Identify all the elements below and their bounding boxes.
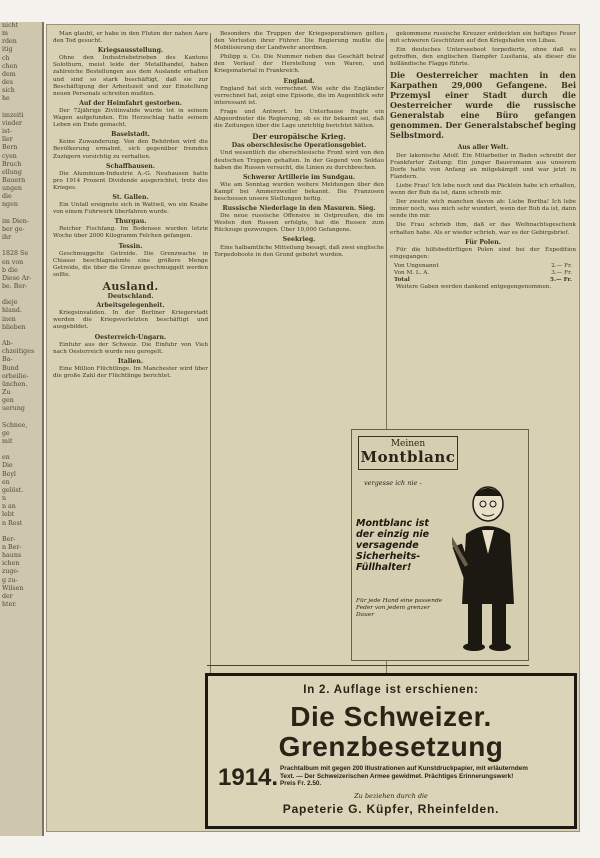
column-right <box>390 31 576 453</box>
spine-line: rden <box>2 38 17 46</box>
donation-row <box>390 263 576 270</box>
ad-year: 1914. <box>218 764 279 791</box>
spine-line: ellung <box>2 168 22 176</box>
spine-line <box>2 528 42 536</box>
ad-title-line1: Die Schweizer. <box>290 701 492 732</box>
article-text: Geschmuggelte Getreide. Die Grenzwache in Chiasso beschlagnahmte eine größere Menge Getreide, die über die Grenze geschmuggelt werden sollte. <box>53 250 208 278</box>
donation-row <box>390 270 576 277</box>
spine-line: Die <box>2 462 13 470</box>
section-heading: Das oberschlesische Operationsgebiet. <box>231 142 367 150</box>
spine-line: chzeitiges <box>2 348 35 356</box>
montblanc-header <box>358 436 458 470</box>
article-text: Der zweite wich manchen davon ab: Liebe Bertha! Ich lebe immer noch, was mich sehr wundert, wenn der Bub da ist, dann sende ihn mir. <box>390 199 576 220</box>
spine-line: inen <box>2 315 16 323</box>
spine-line <box>2 291 42 299</box>
ad-publisher: Papeterie G. Küpfer, Rheinfelden. <box>282 802 500 816</box>
previous-page-edge <box>0 22 44 836</box>
article-text: Liebe Frau! Ich lebe noch und das Päcklein habe ich erhalten, wenn der Bub da ist, dann schreib mir. <box>390 182 576 197</box>
divider <box>207 665 529 666</box>
spine-line: itig <box>2 46 13 54</box>
spine-line: Schnee, <box>2 421 28 429</box>
ad-meinen: Meinen <box>390 439 426 449</box>
section-heading: England. <box>283 77 315 85</box>
section-heading: Kriegsausstellung. <box>97 47 164 55</box>
lead-news: Die Oesterreicher machten in den Karpathen 29,000 Gefangene. Bei Przemysl einer Stadt durch die Oesterreicher wurde die russische Generalstab eine Büro gefangen genommen. Der Generalstabschef beging Selbstmord. <box>390 70 576 141</box>
spine-text <box>2 22 42 609</box>
section-heading: Auf der Heimfahrt gestorben. <box>79 99 182 107</box>
spine-line: uerung <box>2 405 25 413</box>
article-text: England hat sich verrechnet. Wie sehr die Engländer verrechnet hat, zeigt eine Episode, die im Augenblick sehr interessant ist. <box>214 85 384 106</box>
article-text: Die Aluminium-Industrie A.-G. Neuhausen hatte pro 1914 Prozent Dividende ausgerichtet, trotz des Krieges. <box>53 170 208 191</box>
spine-line: ber ge- <box>2 225 25 233</box>
article-text: Philipp u. Co. Die Nummer neben das Geschäft betraf den Verlauf der Herstellung von Waren, und Kriegsmaterial in Frankreich. <box>214 54 384 75</box>
spine-line: en <box>2 478 10 486</box>
section-heading: Russische Niederlage in den Masuren. Sieg. <box>222 205 376 213</box>
spine-line: gelöst. <box>2 486 24 494</box>
newspaper-page <box>46 24 580 832</box>
spine-line: ngen <box>2 201 18 209</box>
spine-line <box>2 332 42 340</box>
spine-line: he <box>2 95 10 103</box>
ad-title-line2: Grenzbesetzung <box>278 731 504 762</box>
section-heading: Schwerer Artillerie im Sundgau. <box>242 173 356 181</box>
total-amount: 5.— Fr. <box>550 277 572 284</box>
donor: Von Ungenannt <box>394 262 439 269</box>
article-text: Reicher Fischfang. Im Bodensee wurden letzte Woche über 2000 Kilogramm Felchen gefangen. <box>53 226 208 240</box>
donation-total <box>390 277 576 284</box>
spine-line: 1828 Se <box>2 250 29 258</box>
section-heading: St. Gallen. <box>112 193 149 201</box>
spine-line: der <box>2 592 13 600</box>
section-heading: Italien. <box>117 357 144 365</box>
ad-description: Prachtalbum mit gegen 200 Illustrationen auf Kunstdruckpapier, mit erläuterndem Text. — Der Schweizerischen Armee gewidmet. Prächtiges Erinnerungswerk! Preis Fr. 2.50. <box>280 765 528 788</box>
spine-line: ünchen. <box>2 380 28 388</box>
ad-brand: Montblanc <box>360 448 456 466</box>
spine-line: vieder <box>2 119 23 127</box>
spine-line: hland. <box>2 307 22 315</box>
article-text: Weitere Gaben werden dankend entgegengenommen. <box>396 284 552 291</box>
gentleman-illustration <box>452 474 524 654</box>
section-heading: Für Polen. <box>465 238 501 246</box>
section-heading: Arbeitsgelegenheit. <box>96 302 165 310</box>
article-text: gekommene russische Kreuzer entdeckten ein heftiges Feuer mit schweren Geschützen auf den Kriegshafen von Libau. <box>390 31 576 45</box>
spine-line: Ba- <box>2 356 13 364</box>
ad-slogan: Montblanc ist der einzig nie versagende Sicherheits-Füllhalter! <box>356 518 430 573</box>
spine-line: hter. <box>2 601 17 609</box>
spine-line: en von <box>2 258 24 266</box>
spine-line: dieje <box>2 299 18 307</box>
spine-line: hauns <box>2 552 22 560</box>
spine-line: Ber- <box>2 535 16 543</box>
spine-line: Bern <box>2 144 18 152</box>
spine-line: orbeilie- <box>2 372 29 380</box>
spine-line: en <box>2 454 10 462</box>
section-heading: Seekrieg. <box>282 236 316 244</box>
article-text: Ein deutsches Unterseeboot torpedierte, ohne daß es getroffen, den englischen Dampfer Lusitania, als dieser die holländische Flagge führte. <box>390 47 576 68</box>
article-text: Der 72jährige Zivilinvalide wurde tot in seinem Wagen aufgefunden. Ein Herzschlag hatte seinem Leben ein Ende gemacht. <box>53 107 208 129</box>
article-text: Man glaubt, er habe in den Fluten der nahen Aare den Tod gesucht. <box>53 31 208 45</box>
spine-line: n <box>2 495 7 503</box>
spine-line <box>2 210 42 218</box>
spine-line: ge <box>2 429 10 437</box>
total-label: Total <box>394 277 410 284</box>
section-heading: Aus aller Welt. <box>457 144 509 152</box>
article-text: Keine Zuwanderung. Von den Behörden wird die Bevölkerung ermahnt, sich gegenüber fremden Zuzügern vorsichtig zu verhalten. <box>53 139 208 160</box>
article-text: Einfuhr aus der Schweiz. Die Einfuhr von Vieh nach Oesterreich wurde neu geregelt. <box>53 341 208 355</box>
section-heading: Oesterreich-Ungarn. <box>94 333 167 341</box>
section-heading: Deutschland. <box>107 293 154 301</box>
spine-line: ichen <box>2 560 20 568</box>
spine-line: nicht <box>2 22 19 29</box>
spine-line: n Ber- <box>2 544 22 551</box>
section-heading: Schaffhausen. <box>106 162 155 170</box>
article-text: Für die hilfsbedürftigen Polen sind bei der Expedition eingegangen: <box>390 246 576 260</box>
spine-line: Bauern <box>2 176 26 184</box>
spine-line: Wilsen <box>2 584 24 592</box>
amount: 3.— Fr. <box>551 269 572 276</box>
spine-line: imzeiti <box>2 111 24 119</box>
spine-line: des <box>2 79 13 87</box>
spine-line: be. Ber- <box>2 283 28 290</box>
spine-line: ist- <box>2 128 12 136</box>
spine-line: gen <box>2 397 14 405</box>
article-text: Wie am Sonntag wurden weitere Meldungen über den Kampf bei Ammerzweiler bekannt. Die Franzosen beschossen unsere Stellungen heftig. <box>214 181 384 202</box>
spine-line: im Dien- <box>2 217 29 225</box>
section-heading: Tessin. <box>118 242 143 250</box>
spine-line: ihr <box>2 234 12 242</box>
montblanc-ad <box>351 429 529 661</box>
spine-line: g zu- <box>2 576 18 584</box>
spine-line: sich <box>2 87 15 95</box>
spine-line: ch <box>2 54 10 62</box>
spine-line <box>2 242 42 250</box>
amount: 2.— Fr. <box>551 262 572 269</box>
spine-line: chen <box>2 62 18 70</box>
spine-line: lebt <box>2 511 15 519</box>
spine-line: dem <box>2 70 16 78</box>
spine-line: Bruch <box>2 160 22 168</box>
spine-line: cyen <box>2 152 17 160</box>
spine-line: Bund <box>2 364 19 372</box>
spine-line: die <box>2 193 12 201</box>
spine-line: Ab- <box>2 340 13 348</box>
spine-line: mit <box>2 437 13 445</box>
article-text: Eine Million Flüchtlinge. Im Manchester wird über die große Zahl der Flüchtlinge berichtet. <box>53 365 208 380</box>
spine-line: Diese Ar- <box>2 274 32 282</box>
article-text: Ohne den Industriebetrieben des Kantons Solothurn, meist leide der Metallhandel, haben zahlreiche Bestellungen aus dem Auslande erhalten und sind so stark beschäftigt, daß sie zur Beschäftigung der Arbeitszeit und zur Einstellung neuen Personals schreiten mußten. <box>53 55 208 97</box>
ad-subtext: Für jede Hand eine passende Feder von jedem grenzer Dauer <box>356 598 443 618</box>
spine-line: b die <box>2 266 18 274</box>
grenzbesetzung-ad <box>205 673 577 829</box>
spine-line: ller <box>2 136 13 144</box>
article-text: Kriegsinvaliden. In der Berliner Kriegerstadt werden die Kriegsverletzten beschäftigt und ausgebildet. <box>53 310 208 331</box>
article-text: Besonders die Truppen der Kriegsoperationen gelten den Verlusten ihrer Führer. Die Regierung mußte die Mobilisierung der Landwehr anordnen. <box>214 31 384 52</box>
spine-line <box>2 104 42 112</box>
spine-line: m <box>2 30 8 38</box>
article-text: Ein Unfall ereignete sich in Wattwil, wo ein Knabe von einem Fuhrwerk überfahren wurde. <box>53 202 208 216</box>
spine-line <box>2 414 42 422</box>
ad-announcement: In 2. Auflage ist erschienen: <box>303 684 479 696</box>
article-text: Die neue russische Offensive in Ostpreußen, die im Westen den Russen erfolgte, hat die Russen zum Rückzuge gezwungen. Über 10,000 Gefangene. <box>214 213 384 234</box>
spine-line <box>2 446 42 454</box>
section-heading: Thurgau. <box>114 218 147 226</box>
article-text: Eine halbamtliche Mitteilung besagt, daß zwei englische Torpedoboote in den Grund gebohrt wurden. <box>214 244 384 258</box>
spine-line: n Rest <box>2 519 23 527</box>
spine-line: ungen <box>2 185 22 193</box>
spine-line: zuge- <box>2 568 20 576</box>
spine-line: Beyl <box>2 470 16 478</box>
ad-tagline: vergesse ich nie - <box>364 479 422 487</box>
ausland-heading: Ausland. <box>102 280 159 293</box>
spine-line: n an <box>2 503 16 511</box>
article-text: Die Frau schrieb ihm, daß er das Weihnachtsgeschenk erhalten habe. Als er wieder schrieb, war es der Gebirgsbrief. <box>390 222 576 236</box>
article-text: Frage und Antwort. Im Unterhause fragte ein Abgeordneter die Regierung, ob es ihr bekannt sei, daß die Zeitungen über die Lage unrichtig berichtet hätten. <box>214 108 384 130</box>
article-text: Und wesentlich die oberschlesische Front wird von den deutschen Truppen gehalten. In der Gegend von Soldau haben die Russen versucht, die Linien zu durchbrechen. <box>214 150 384 171</box>
article-text: Der lakonische Adolf. Ein Mitarbeiter in Baden schreibt der Frankfurter Zeitung: Ein junger Bauersmann aus unserem Dorfe hatte von Anfang an mitgekämpft und war jetzt in Flandern. <box>390 152 576 180</box>
section-heading: Baselstadt. <box>111 131 150 139</box>
ad-available-from: Zu beziehen durch die <box>354 792 428 800</box>
donor: Von M. L. A. <box>394 269 430 276</box>
spine-line: blieben <box>2 323 26 331</box>
spine-line: Zu <box>2 389 11 397</box>
column-left <box>53 31 208 825</box>
war-heading: Der europäische Krieg. <box>252 132 346 142</box>
